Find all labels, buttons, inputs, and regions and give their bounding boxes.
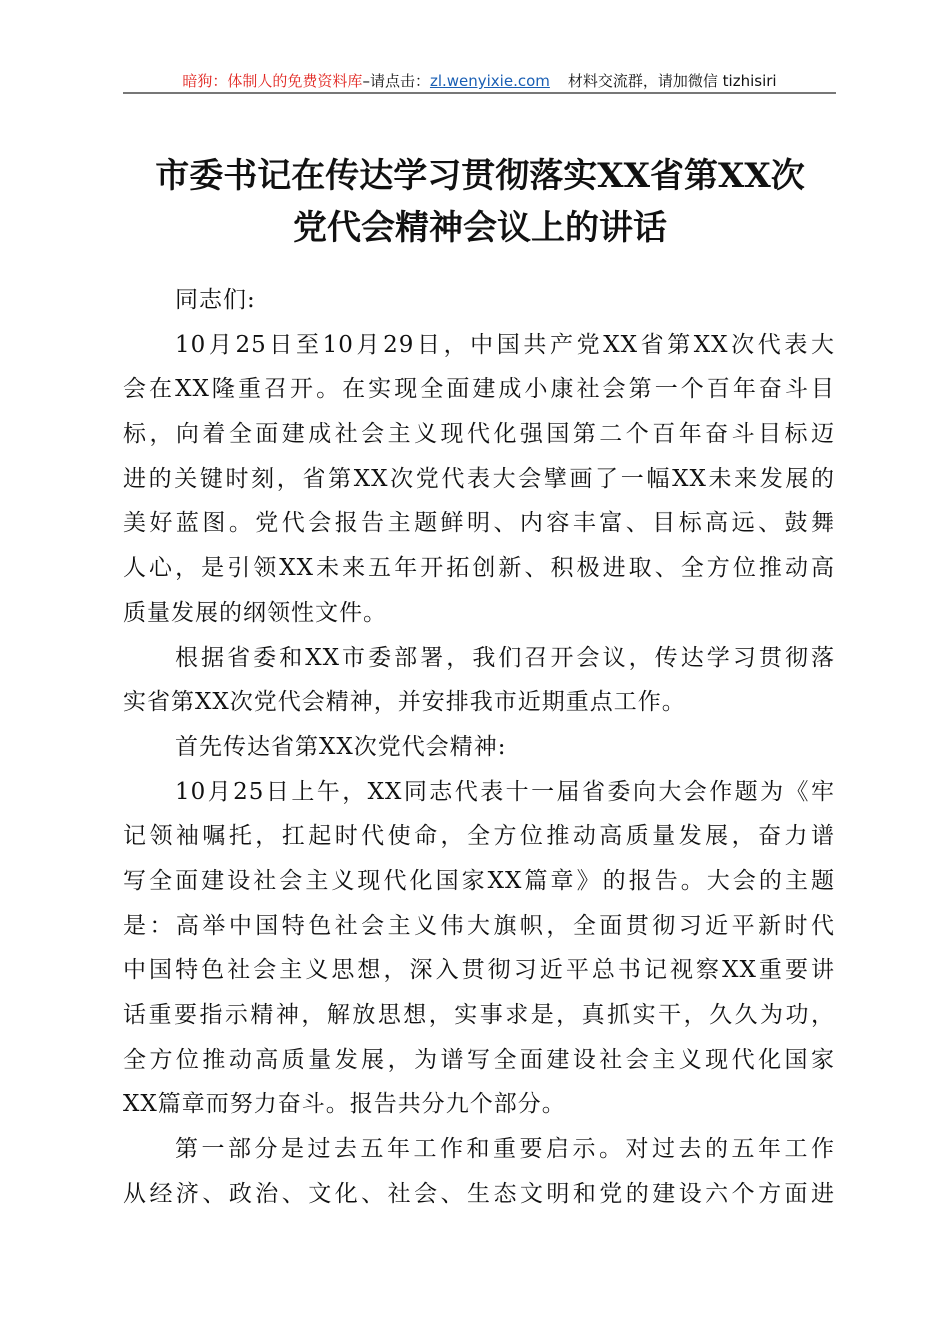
header-link[interactable]: zl.wenyixie.com: [429, 72, 550, 90]
paragraph-line: 同志们:: [175, 287, 256, 313]
paragraph-line: 实省第XX次党代会精神，并安排我市近期重点工作。: [123, 689, 686, 716]
header-contact: 材料交流群，请加微信 tizhisiri: [567, 72, 777, 90]
paragraph-line: 根据省委和XX市委部署，我们召开会议，传达学习贯彻落: [175, 644, 835, 671]
paragraph-line: 记领袖嘱托，扛起时代使命，全方位推动高质量发展，奋力谱: [123, 823, 835, 850]
paragraph-line: 话重要指示精神，解放思想，实事求是，真抓实干，久久为功，: [123, 1002, 835, 1028]
document-title: [100, 150, 860, 254]
header-promo: 暗狗：体制人的免费资料库: [182, 72, 363, 90]
paragraph-line: 从经济、政治、文化、社会、生态文明和党的建设六个方面进: [123, 1180, 835, 1207]
paragraph-line: 美好蓝图。党代会报告主题鲜明、内容丰富、目标高远、鼓舞: [123, 510, 835, 537]
header-divider: [123, 92, 836, 94]
page-header: [123, 70, 836, 91]
paragraph-line: 人心，是引领XX未来五年开拓创新、积极进取、全方位推动高: [123, 555, 835, 582]
paragraph-line: 10月25日上午，XX同志代表十一届省委向大会作题为《牢: [175, 778, 835, 805]
title-line: 市委书记在传达学习贯彻落实XX省第XX次: [155, 156, 805, 196]
paragraph-line: 第一部分是过去五年工作和重要启示。对过去的五年工作: [175, 1136, 835, 1163]
paragraph-line: 10月25日至10月29日，中国共产党XX省第XX次代表大: [175, 331, 835, 358]
paragraph-line: 会在XX隆重召开。在实现全面建成小康社会第一个百年奋斗目: [123, 376, 835, 403]
document-body: [123, 278, 835, 1216]
paragraph-line: 是：高举中国特色社会主义伟大旗帜，全面贯彻习近平新时代: [123, 912, 835, 939]
header-prompt: –请点击：: [362, 72, 430, 90]
paragraph-line: 全方位推动高质量发展，为谱写全面建设社会主义现代化国家: [123, 1046, 835, 1073]
paragraph-line: 标，向着全面建成社会主义现代化强国第二个百年奋斗目标迈: [123, 421, 835, 448]
paragraph-line: 写全面建设社会主义现代化国家XX篇章》的报告。大会的主题: [123, 867, 835, 894]
paragraph-line: 中国特色社会主义思想，深入贯彻习近平总书记视察XX重要讲: [123, 957, 835, 984]
paragraph-line: XX篇章而努力奋斗。报告共分九个部分。: [123, 1091, 566, 1118]
title-line: 党代会精神会议上的讲话: [293, 208, 667, 248]
paragraph-line: 进的关键时刻，省第XX次党代表大会擘画了一幅XX未来发展的: [123, 465, 835, 492]
paragraph-line: 首先传达省第XX次党代会精神:: [175, 733, 507, 760]
paragraph-line: 质量发展的纲领性文件。: [123, 599, 387, 626]
